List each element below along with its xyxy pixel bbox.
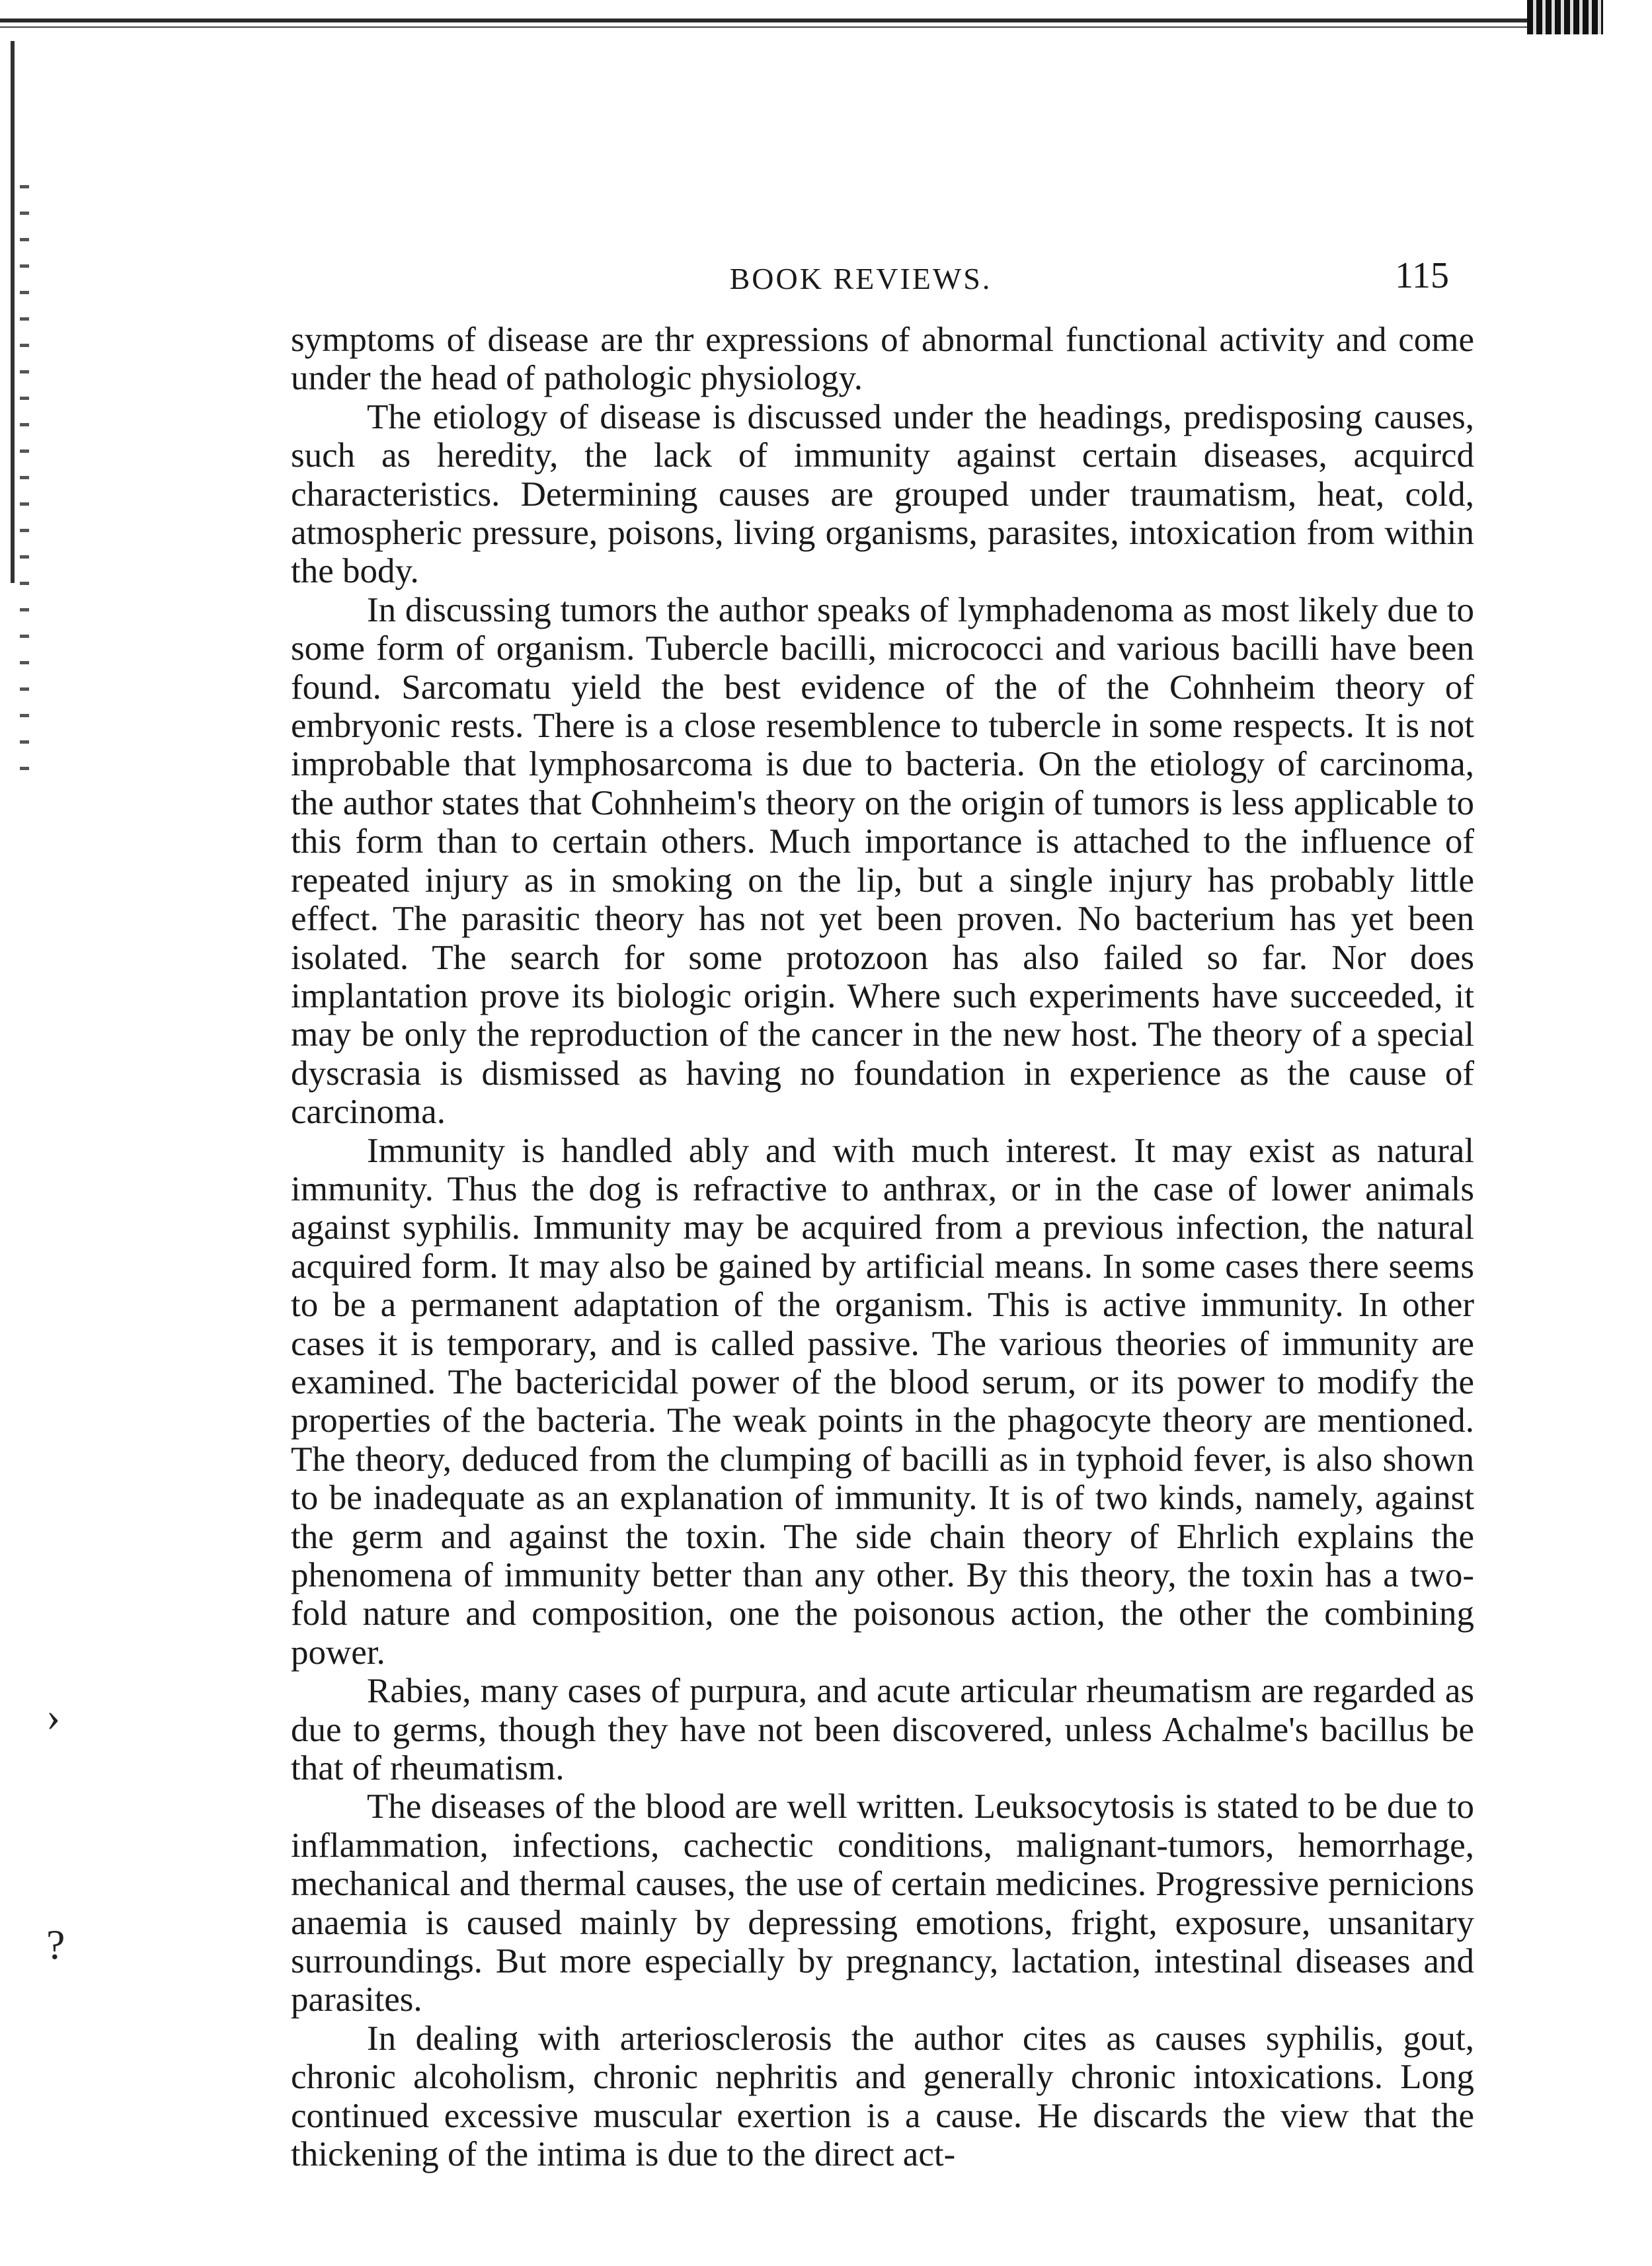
- paragraph: The etiology of disease is discussed under the headings, predisposing causes, such as heredity, the lack of immunity against certain diseases, acquircd characteristics. Determining causes are grouped under traumatism, heat, cold, atmospheric pressure, poisons, living organisms, parasites, intoxication from within the body.: [291, 397, 1474, 591]
- margin-mark: ›: [46, 1693, 61, 1740]
- paragraph: Rabies, many cases of purpura, and acute articular rheumatism are regarded as due to germs, though they have not been discovered, unless Achalme's bacillus be that of rheumatism.: [291, 1672, 1474, 1788]
- body-text: [291, 321, 1474, 2174]
- left-scan-edge: [11, 41, 15, 583]
- paragraph: symptoms of disease are thr expressions of abnormal functional activity and come under the head of pathologic physiology.: [291, 321, 1474, 398]
- page-number: 115: [1395, 255, 1449, 296]
- paragraph: The diseases of the blood are well written. Leuksocytosis is stated to be due to inflammation, infections, cachectic conditions, malignant-tumors, hemorrhage, mechanical and thermal causes, the use of certain medicines. Progressive pernicions anaemia is caused mainly by depressing emotions, fright, exposure, unsanitary surroundings. But more especially by pregnancy, lactation, intestinal diseases and parasites.: [291, 1787, 1474, 2019]
- running-title: BOOK REVIEWS.: [729, 262, 992, 295]
- running-head: [286, 254, 1449, 307]
- margin-mark: ?: [46, 1921, 65, 1968]
- paragraph: In dealing with arteriosclerosis the author cites as causes syphilis, gout, chronic alcoholism, chronic nephritis and generally chronic intoxications. Long continued excessive muscular exertion is a cause. He discards the view that the thickening of the intima is due to the direct act-: [291, 2019, 1474, 2174]
- top-scan-block: [1527, 0, 1603, 34]
- top-scan-rule: [0, 19, 1593, 41]
- paragraph: Immunity is handled ably and with much interest. It may exist as natural immunity. Thus the dog is refractive to anthrax, or in the case of lower animals against syphilis. Immunity may be acquired from a previous infection, the natural acquired form. It may also be gained by artificial means. In some cases there seems to be a permanent adaptation of the organism. This is active immunity. In other cases it is temporary, and is called passive. The various theories of immunity are examined. The bactericidal power of the blood serum, or its power to modify the properties of the bacteria. The weak points in the phagocyte theory are mentioned. The theory, deduced from the clumping of bacilli as in typhoid fever, is also shown to be inadequate as an explanation of immunity. It is of two kinds, namely, against the germ and against the toxin. The side chain theory of Ehrlich explains the phenomena of immunity better than any other. By this theory, the toxin has a two-fold nature and composition, one the poisonous action, the other the combining power.: [291, 1131, 1474, 1672]
- paragraph: In discussing tumors the author speaks of lymphadenoma as most likely due to some form of organism. Tubercle bacilli, micrococci and various bacilli have been found. Sarcomatu yield the best evidence of the of the Cohnheim theory of embryonic rests. There is a close resemblence to tubercle in some respects. It is not improbable that lymphosarcoma is due to bacteria. On the etiology of carcinoma, the author states that Cohnheim's theory on the origin of tumors is less applicable to this form than to certain others. Much importance is attached to the influence of repeated injury as in smoking on the lip, but a single injury has probably little effect. The parasitic theory has not yet been proven. No bacterium has yet been isolated. The search for some protozoon has also failed so far. Nor does implantation prove its biologic origin. Where such experiments have succeeded, it may be only the reproduction of the cancer in the new host. The theory of a special dyscrasia is dismissed as having no foundation in experience as the cause of carcinoma.: [291, 590, 1474, 1132]
- left-scan-marks: [20, 185, 29, 780]
